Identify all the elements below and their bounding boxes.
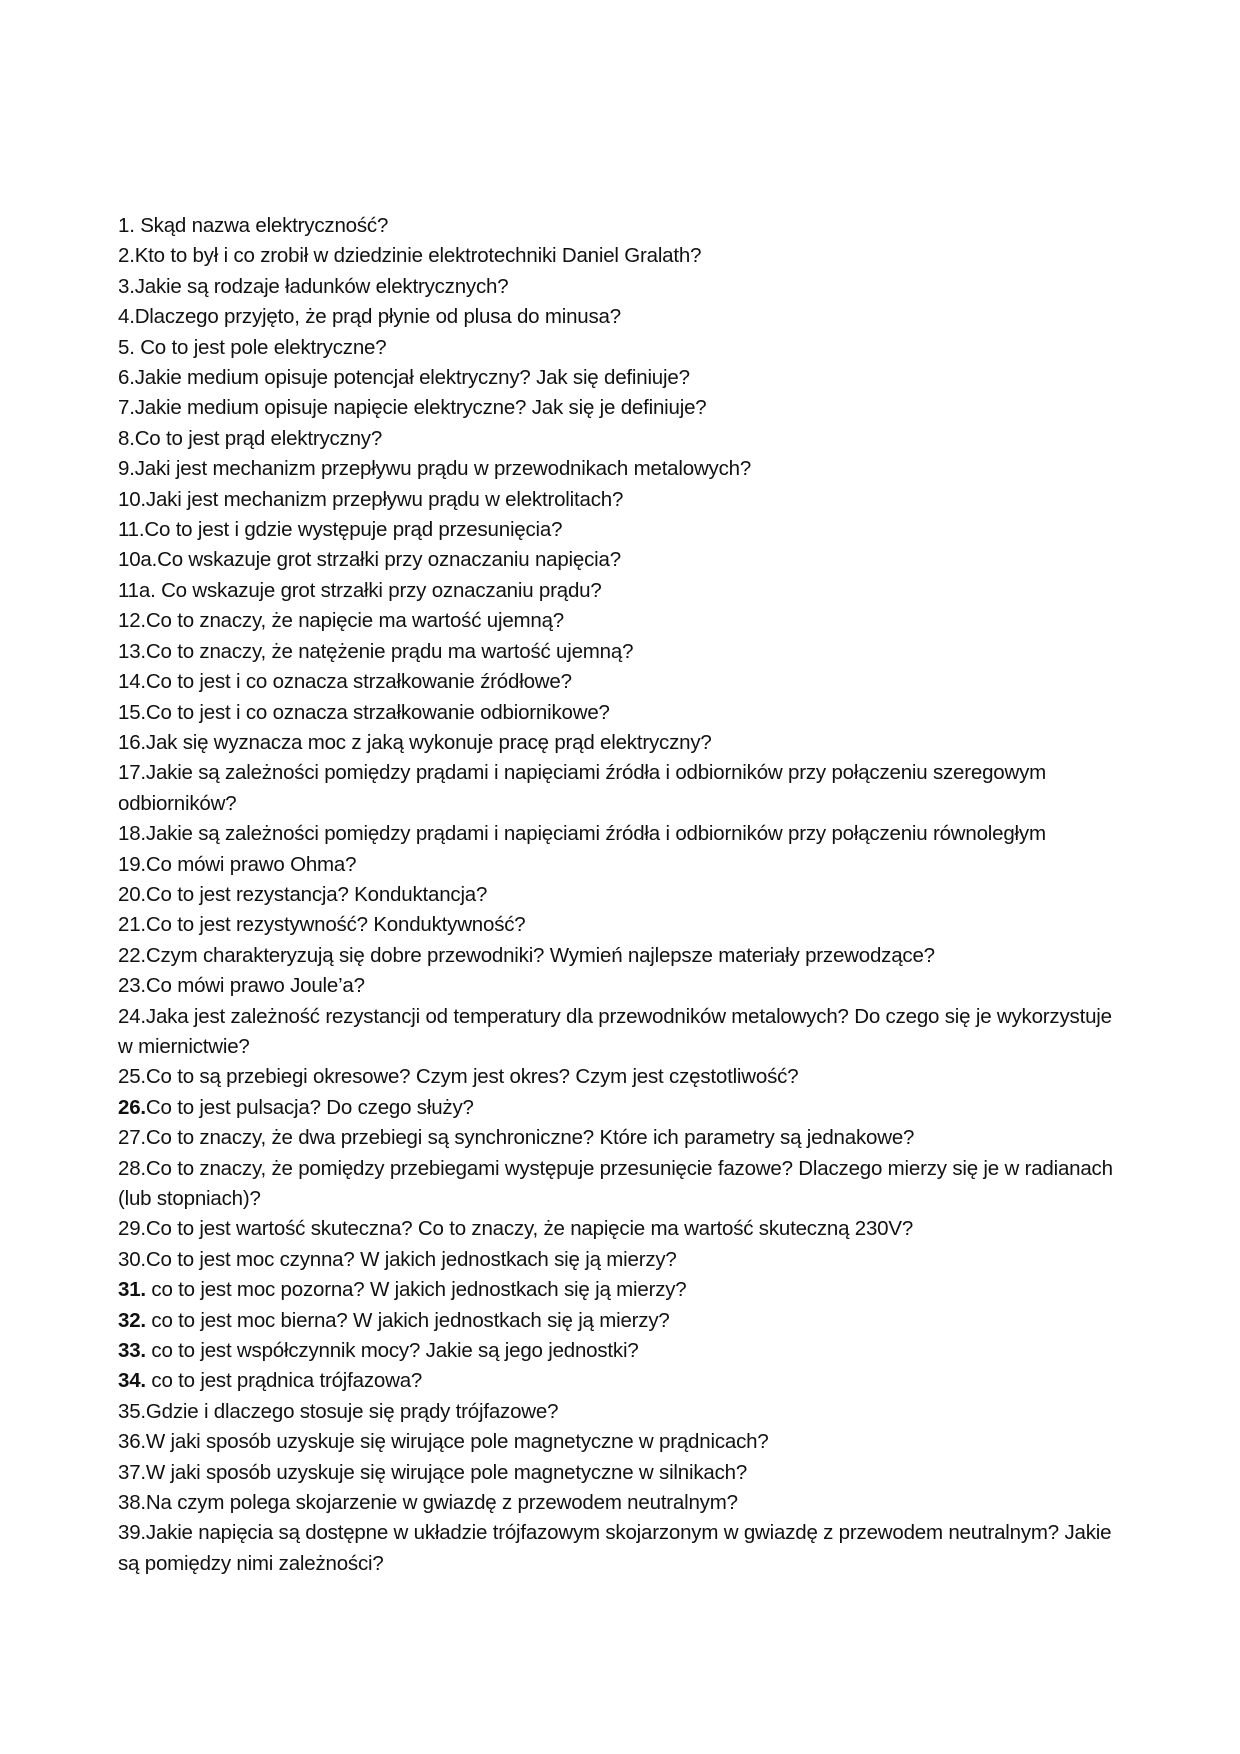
question-number: 28. [118,1156,146,1180]
question-item [118,606,1118,636]
question-text: Co to jest i co oznacza strzałkowanie odbiornikowe? [145,700,610,724]
question-number: 39. [118,1521,146,1545]
question-number: 7. [118,396,135,420]
question-number: 21. [118,913,146,937]
question-number: 26. [118,1095,146,1119]
question-item [118,1123,1118,1153]
question-number: 38. [118,1491,146,1515]
question-text: Co to znaczy, że napięcie ma wartość ujemną? [145,609,565,633]
question-text: Co to znaczy, że pomiędzy przebiegami występuje przesunięcie fazowe? Dlaczego mierzy się je w radianach (lub stopniach)? [118,1156,1113,1210]
question-item [118,545,1118,575]
question-number: 14. [118,670,146,694]
question-number: 13. [118,639,146,663]
question-number: 18. [118,822,146,846]
question-item [118,363,1118,393]
question-text: Czym charakteryzują się dobre przewodniki? Wymień najlepsze materiały przewodzące? [145,943,935,967]
question-item [118,698,1118,728]
question-item [118,272,1118,302]
question-text: Jaki jest mechanizm przepływu prądu w przewodnikach metalowych? [134,457,752,481]
question-text: Jak się wyznacza moc z jaką wykonuje pracę prąd elektryczny? [145,730,712,754]
question-text: Jaki jest mechanizm przepływu prądu w elektrolitach? [145,487,624,511]
question-item [118,1427,1118,1457]
question-number: 6. [118,366,135,390]
question-item [118,819,1118,849]
question-number: 27. [118,1126,146,1150]
question-text: Co to są przebiegi okresowe? Czym jest okres? Czym jest częstotliwość? [145,1065,799,1089]
question-item [118,1306,1118,1336]
question-number: 10. [118,487,146,511]
question-text: Jakie są zależności pomiędzy prądami i napięciami źródła i odbiorników przy połączeniu szeregowym odbiorników? [118,761,1047,815]
question-item [118,454,1118,484]
question-number: 9. [118,457,135,481]
question-item [118,1002,1118,1063]
question-text: Co to znaczy, że natężenie prądu ma wartość ujemną? [145,639,634,663]
question-number: 11. [118,518,145,542]
question-list [118,211,1118,1579]
question-number: 24. [118,1004,146,1028]
question-text: Co to jest rezystywność? Konduktywność? [145,913,526,937]
question-text: W jaki sposób uzyskuje się wirujące pole magnetyczne w silnikach? [145,1460,748,1484]
question-number: 4. [118,305,135,329]
question-number: 5. [118,335,135,359]
question-item [118,971,1118,1001]
question-text: Na czym polega skojarzenie w gwiazdę z przewodem neutralnym? [145,1491,738,1515]
question-text: Jakie medium opisuje potencjał elektryczny? Jak się definiuje? [134,366,690,390]
question-number: 16. [118,730,146,754]
question-text: Co to jest pole elektryczne? [134,335,387,359]
question-item [118,758,1118,819]
question-item [118,393,1118,423]
question-item [118,667,1118,697]
question-text: Kto to był i co zrobił w dziedzinie elektrotechniki Daniel Gralath? [134,244,702,268]
question-number: 35. [118,1399,146,1423]
question-text: Jakie medium opisuje napięcie elektryczne? Jak się je definiuje? [134,396,707,420]
question-item [118,241,1118,271]
question-text: Co to jest prąd elektryczny? [134,426,383,450]
question-text: Skąd nazwa elektryczność? [134,214,389,237]
question-number: 34. [118,1369,146,1393]
question-text: Co to jest i co oznacza strzałkowanie źródłowe? [145,670,572,694]
question-text: Co to jest i gdzie występuje prąd przesunięcia? [144,518,563,542]
question-item [118,880,1118,910]
question-number: 10a. [118,548,158,572]
question-text: Co to jest rezystancja? Konduktancja? [145,882,488,906]
question-number: 3. [118,274,135,298]
question-text: Co mówi prawo Ohma? [145,852,357,876]
question-number: 31. [118,1278,146,1302]
question-item [118,941,1118,971]
question-item [118,1245,1118,1275]
question-item [118,576,1118,606]
question-number: 37. [118,1460,146,1484]
question-text: Jakie napięcia są dostępne w układzie trójfazowym skojarzonym w gwiazdę z przewodem neutralnym? Jakie są pomiędzy nimi zależności? [118,1521,1112,1575]
question-item [118,728,1118,758]
question-text: Co wskazuje grot strzałki przy oznaczaniu prądu? [155,578,602,602]
question-item [118,424,1118,454]
question-item [118,637,1118,667]
question-text: Jakie są zależności pomiędzy prądami i napięciami źródła i odbiorników przy połączeniu równoległym [145,822,1046,846]
question-item [118,850,1118,880]
question-item [118,485,1118,515]
question-number: 8. [118,426,135,450]
question-number: 32. [118,1308,146,1332]
question-text: Co to znaczy, że dwa przebiegi są synchroniczne? Które ich parametry są jednakowe? [145,1126,915,1150]
question-item [118,1397,1118,1427]
question-number: 25. [118,1065,146,1089]
question-number: 36. [118,1430,146,1454]
question-text: Co to jest moc czynna? W jakich jednostkach się ją mierzy? [145,1247,677,1271]
question-item [118,1366,1118,1396]
question-text: Co wskazuje grot strzałki przy oznaczaniu napięcia? [157,548,621,572]
question-text: Co to jest wartość skuteczna? Co to znaczy, że napięcie ma wartość skuteczną 230V? [145,1217,914,1241]
question-item [118,1488,1118,1518]
question-number: 22. [118,943,146,967]
question-number: 12. [118,609,146,633]
question-item [118,211,1118,241]
question-text: co to jest moc bierna? W jakich jednostkach się ją mierzy? [145,1308,670,1332]
question-item [118,1214,1118,1244]
question-item [118,1336,1118,1366]
question-text: Co mówi prawo Joule’a? [145,974,365,998]
question-item [118,1062,1118,1092]
question-number: 33. [118,1339,146,1363]
question-item [118,515,1118,545]
question-number: 19. [118,852,146,876]
question-number: 29. [118,1217,146,1241]
question-item [118,1458,1118,1488]
question-item [118,1275,1118,1305]
question-number: 30. [118,1247,146,1271]
question-item [118,333,1118,363]
question-item [118,1154,1118,1215]
question-item [118,302,1118,332]
question-text: Co to jest pulsacja? Do czego służy? [145,1095,474,1119]
question-number: 20. [118,882,146,906]
question-item [118,1093,1118,1123]
question-item [118,910,1118,940]
question-number: 17. [118,761,146,785]
question-number: 15. [118,700,146,724]
question-text: co to jest współczynnik mocy? Jakie są jego jednostki? [145,1339,639,1363]
question-number: 11a. [118,578,156,602]
question-text: co to jest prądnica trójfazowa? [145,1369,423,1393]
question-text: W jaki sposób uzyskuje się wirujące pole magnetyczne w prądnicach? [145,1430,769,1454]
question-text: Gdzie i dlaczego stosuje się prądy trójfazowe? [145,1399,559,1423]
question-number: 1. [118,214,135,237]
question-item [118,1518,1118,1579]
question-text: co to jest moc pozorna? W jakich jednostkach się ją mierzy? [145,1278,687,1302]
question-text: Dlaczego przyjęto, że prąd płynie od plusa do minusa? [134,305,621,329]
question-number: 23. [118,974,146,998]
question-number: 2. [118,244,135,268]
question-text: Jaka jest zależność rezystancji od temperatury dla przewodników metalowych? Do czego się je wykorzystuje w miernictwie? [118,1004,1112,1058]
question-text: Jakie są rodzaje ładunków elektrycznych? [134,274,509,298]
